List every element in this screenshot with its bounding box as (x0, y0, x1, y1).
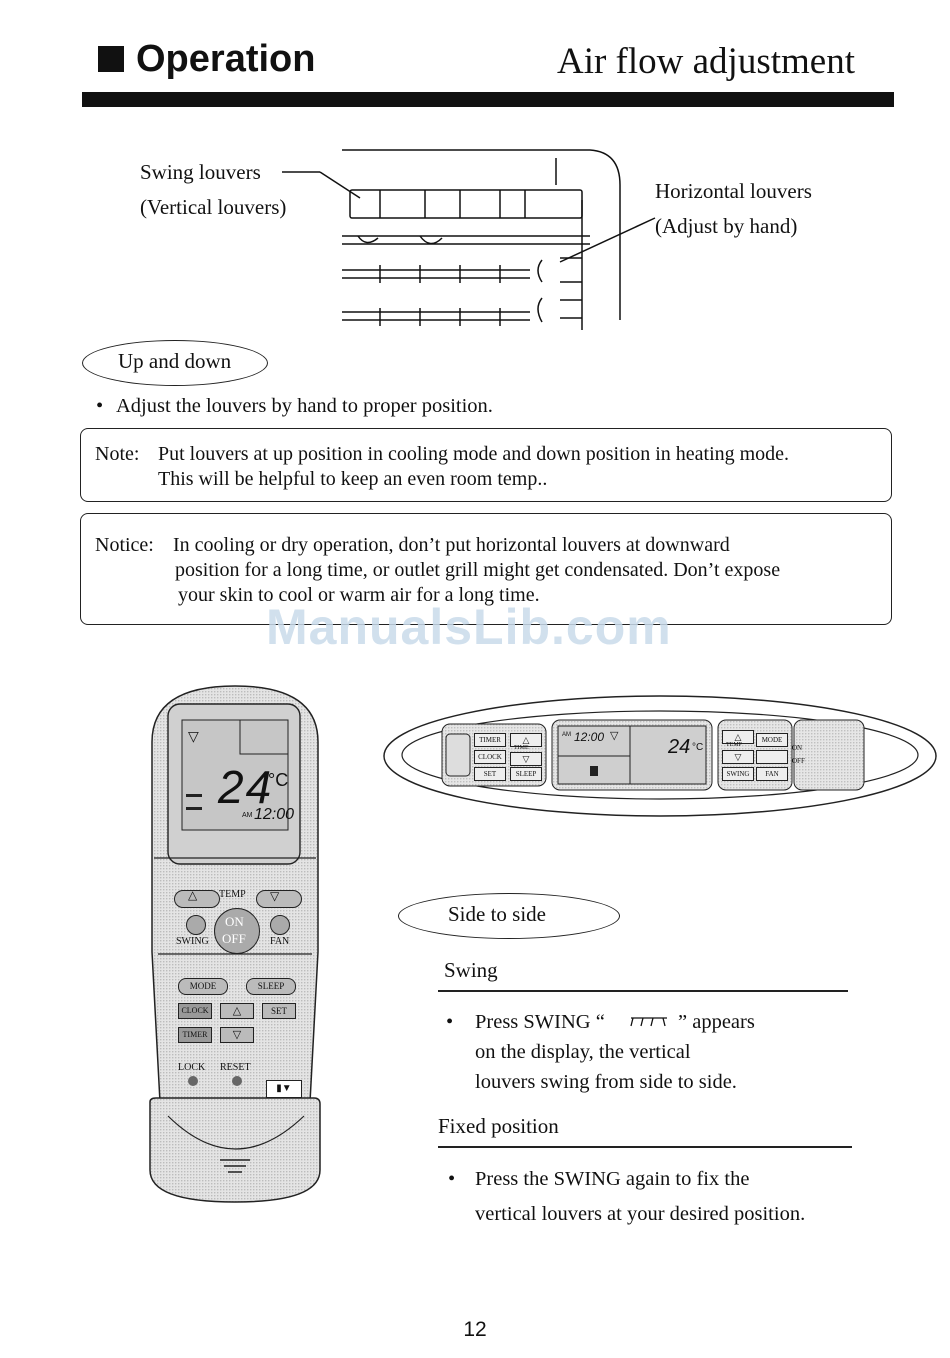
panel-swing-button[interactable]: SWING (722, 767, 754, 781)
panel-temp-down-button[interactable]: ▽ (722, 750, 754, 764)
note-line-2: This will be helpful to keep an even room temp.. (158, 468, 548, 490)
time-up-button[interactable]: △ (220, 1003, 254, 1019)
swing-button[interactable] (186, 915, 206, 935)
fan-label: FAN (270, 936, 290, 947)
panel-time-down-button[interactable]: ▽ (510, 752, 542, 766)
panel-time-label: TIME (514, 745, 529, 751)
remote-time: 12:00 (254, 806, 295, 823)
fixed-text-2: vertical louvers at your desired position. (475, 1203, 806, 1225)
louver-diagram (270, 140, 660, 330)
lock-label: LOCK (178, 1062, 206, 1073)
off-label: OFF (222, 931, 246, 946)
panel-set-button[interactable]: SET (474, 767, 506, 781)
vertical-louvers-label: (Vertical louvers) (140, 195, 287, 219)
timer-button[interactable]: TIMER (178, 1027, 212, 1043)
adjust-louvers-text: Adjust the louvers by hand to proper position. (116, 395, 493, 417)
swing-louver-icon (629, 1012, 669, 1030)
note-line-1: Put louvers at up position in cooling mode and down position in heating mode. (158, 443, 790, 465)
panel-on-label: ON (792, 744, 803, 752)
notice-line-1: In cooling or dry operation, don’t put horizontal louvers at downward (173, 534, 730, 556)
section-title: Operation (136, 38, 316, 80)
reset-button[interactable] (232, 1076, 242, 1086)
notice-label: Notice: (95, 534, 154, 556)
fixed-text-1: Press the SWING again to fix the (475, 1168, 750, 1190)
panel-blank-button[interactable] (756, 750, 788, 764)
swing-text-1a: Press SWING “ (475, 1011, 605, 1033)
lock-button[interactable] (188, 1076, 198, 1086)
up-arrow-icon: △ (188, 888, 198, 902)
remote-temp-display: 24 (218, 761, 274, 813)
panel-temp-label: TEMP (726, 742, 743, 748)
panel-time-up-button[interactable]: △ (510, 733, 542, 747)
notice-line-2: position for a long time, or outlet grill might get condensated. Don’t expose (175, 559, 781, 581)
swing-label: SWING (176, 936, 209, 947)
bullet-dot: • (446, 1011, 454, 1033)
panel-am: AM (562, 732, 571, 738)
side-to-side-label: Side to side (448, 902, 546, 926)
header-rule (82, 92, 894, 107)
panel-fan-icon (590, 766, 598, 776)
mode-button[interactable]: MODE (178, 978, 228, 995)
battery-icon: ▮▼ (266, 1080, 302, 1098)
notice-line-3: your skin to cool or warm air for a long time. (178, 584, 540, 606)
page-title: Air flow adjustment (556, 41, 855, 82)
sleep-button[interactable]: SLEEP (246, 978, 296, 995)
set-button[interactable]: SET (262, 1003, 296, 1019)
watermark: ManualsLib.com (266, 599, 672, 655)
swing-rule (438, 990, 848, 992)
page-number: 12 (463, 1318, 487, 1341)
fixed-rule (438, 1146, 852, 1148)
clock-button[interactable]: CLOCK (178, 1003, 212, 1019)
fan-bars-icon (186, 794, 202, 810)
swing-text-2: on the display, the vertical (475, 1041, 691, 1063)
indoor-control-panel (382, 694, 938, 820)
panel-time-display: 12:00 (574, 730, 605, 744)
swing-triangle-icon: ▽ (188, 730, 199, 745)
panel-swing-icon: ▽ (610, 730, 619, 742)
panel-clock-button[interactable]: CLOCK (474, 750, 506, 764)
panel-mode-button[interactable]: MODE (756, 733, 788, 747)
fan-button[interactable] (270, 915, 290, 935)
panel-sleep-button[interactable]: SLEEP (510, 767, 542, 781)
on-label: ON (225, 914, 244, 929)
adjust-by-hand-label: (Adjust by hand) (655, 214, 798, 238)
temp-label: TEMP (219, 889, 246, 900)
panel-timer-button[interactable]: TIMER (474, 733, 506, 747)
reset-label: RESET (220, 1062, 251, 1073)
bullet-dot: • (448, 1168, 456, 1190)
time-down-button[interactable]: ▽ (220, 1027, 254, 1043)
swing-text-1b: ” appears (678, 1011, 755, 1033)
panel-temp-unit: °C (692, 742, 704, 753)
fixed-position-heading: Fixed position (438, 1114, 559, 1138)
horizontal-louvers-label: Horizontal louvers (655, 179, 812, 203)
swing-heading: Swing (444, 958, 498, 982)
swing-text-3: louvers swing from side to side. (475, 1071, 737, 1093)
panel-off-label: OFF (792, 757, 805, 765)
heading-square-icon (98, 46, 124, 72)
panel-temp-up-button[interactable]: △ (722, 730, 754, 744)
remote-am: AM (242, 812, 253, 819)
panel-fan-button[interactable]: FAN (756, 767, 788, 781)
up-and-down-label: Up and down (118, 349, 232, 373)
remote-temp-unit: °C (268, 770, 289, 790)
panel-temp-display: 24 (668, 736, 691, 758)
note-label: Note: (95, 443, 140, 465)
swing-louvers-label: Swing louvers (140, 160, 261, 184)
bullet-dot: • (96, 395, 104, 417)
down-arrow-icon: ▽ (270, 889, 280, 903)
